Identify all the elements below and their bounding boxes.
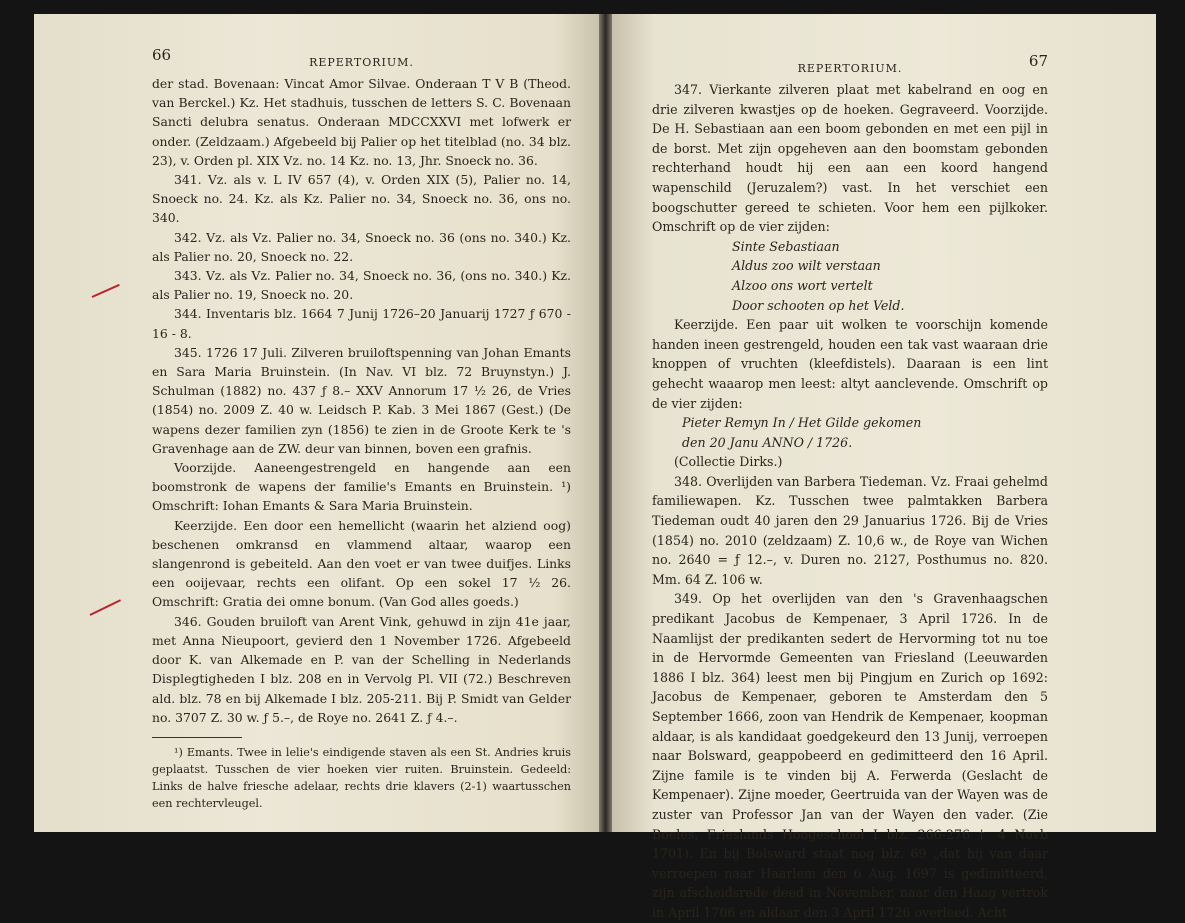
paragraph: 343. Vz. als Vz. Palier no. 34, Snoeck no. 36, (ons no. 340.) Kz. als Palier no. 19, Snoeck no. 20. [152, 268, 571, 303]
paragraph: 344. Inventaris blz. 1664 7 Junij 1726–20 Januarij 1727 ƒ 670 - 16 - 8. [152, 306, 571, 341]
left-page [34, 14, 599, 832]
pencil-mark [90, 599, 121, 616]
poem-line: Door schooten op het Veld. [732, 297, 905, 313]
left-page-body [152, 74, 571, 812]
paragraph: Keerzijde. Een door een hemellicht (waarin het alziend oog) beschenen omkransd en vlammend altaar, waarop een slangenrond is gebeiteld. Aan den voet er van twee duifjes. Links een ooijevaar, rechts een olifant. Op een sokel 17 ½ 26. Omschrift: Gratia dei omne bonum. (Van God alles goeds.) [152, 517, 571, 610]
poem-line: Sinte Sebastiaan [732, 238, 840, 254]
footnote-rule [152, 737, 242, 738]
paragraph: 349. Op het overlijden van den 's Gravenhaagschen predikant Jacobus de Kempenaer, 3 April 1726. In de Naamlijst der predikanten sedert de Hervorming tot nu toe in de Hervormde Gemeenten van Friesland (Leeuwarden 1886 I blz. 364) leest men bij Pingjum en Zurich op 1692: Jacobus de Kempenaer, geboren te Amsterdam den 5 September 1666, zoon van Hendrik de Kempenaer, koopman aldaar, is als kandidaat goedgekeurd den 13 Junij, verroepen naar Bolsward, geappobeerd en gedimitteerd den 16 April. Zijne famile is te vinden bij A. Ferwerda (Geslacht de Kempenaer). Zijne moeder, Geertruida van der Wayen was de zuster van Professor Jan van der Wayen den vader. (Zie Boeles, Frieslands Hoogeschool I blz. 266-276 † 4 Novb 1701). En bij Bolsward staat nog blz. 69 „dat hij van daar verroepen naar Haarlem den 6 Aug. 1697 is gedimitteerd, zijn afscheidsrede deed in November, naar den Haag vertrok in April 1706 en aldaar den 3 April 1726 overleed. Acht [652, 591, 1048, 920]
book-spread [34, 14, 1156, 920]
paragraph: 347. Vierkante zilveren plaat met kabelrand en oog en drie zilveren kwastjes op de hoeken. Gegraveerd. Voorzijde. De H. Sebastiaan aan een boom gebonden en met een pijl in de borst. Met zijn opgeheven aan den boomstam gebonden rechterhand houdt hij een aan een koord hangend wapenschild (Jeruzalem?) vast. In het verschiet een boogschutter gereed te schieten. Voor hem een pijlkoker. Omschrift op de vier zijden: [652, 82, 1048, 235]
footnote: ¹) Emants. Twee in lelie's eindigende staven als een St. Andries kruis geplaatst. Tusschen de vier hoeken vier ruiten. Bruinstein. Gedeeld: Links de halve friesche adelaar, rechts drie klavers (2-1) waartusschen een rechtervleugel. [152, 745, 571, 810]
right-page-header [652, 52, 1048, 80]
paragraph: Voorzijde. Aaneengestrengeld en hangende aan een boomstronk de wapens der familie's Emants en Bruinstein. ¹) Omschrift: Iohan Emants & Sara Maria Bruinstein. [152, 460, 571, 514]
paragraph: 346. Gouden bruiloft van Arent Vink, gehuwd in zijn 41e jaar, met Anna Nieupoort, gevierd den 1 November 1726. Afgebeeld door K. van Alkemade en P. van der Schelling in Nederlands Displegtigheden I blz. 208 en in Vervolg Pl. VII (72.) Beschreven ald. blz. 78 en bij Alkemade I blz. 205-211. Bij P. Smidt van Gelder no. 3707 Z. 30 w. ƒ 5.–, de Roye no. 2641 Z. ƒ 4.–. [152, 613, 571, 725]
right-page [612, 14, 1156, 920]
poem-line: Aldus zoo wilt verstaan [732, 258, 881, 274]
paragraph: 342. Vz. als Vz. Palier no. 34, Snoeck no. 36 (ons no. 340.) Kz. als Palier no. 20, Snoeck no. 22. [152, 229, 571, 264]
paragraph: 345. 1726 17 Juli. Zilveren bruiloftspenning van Johan Emants en Sara Maria Bruinstein. (In Nav. VI blz. 72 Bruynstyn.) J. Schulman (1882) no. 437 ƒ 8.– XXV Annorum 17 ½ 26, de Vries (1854) no. 2009 Z. 40 w. Leidsch P. Kab. 3 Mei 1867 (Gest.) (De wapens dezer familien zyn (1856) te zien in de Groote Kerk te 's Gravenhage aan de ZW. deur van binnen, boven een grafnis. [152, 344, 571, 456]
poem-line: Alzoo ons wort vertelt [732, 277, 873, 293]
paragraph: 341. Vz. als v. L IV 657 (4), v. Orden XIX (5), Palier no. 14, Snoeck no. 24. Kz. als Kz. Palier no. 34, Snoeck no. 36, ons no. 340. [152, 172, 571, 226]
running-head: REPERTORIUM. [309, 56, 414, 69]
left-page-header [152, 46, 571, 74]
page-number: 66 [152, 46, 172, 64]
right-page-body [652, 80, 1048, 923]
pencil-mark [92, 284, 120, 298]
paragraph: 348. Overlijden van Barbera Tiedeman. Vz. Fraai gehelmd familiewapen. Kz. Tusschen twee palmtakken Barbera Tiedeman oudt 40 jaren den 29 Januarius 1726. Bij de Vries (1854) no. 2010 (zeldzaam) Z. 10,6 w., de Roye van Wichen no. 2640 = ƒ 12.–, v. Duren no. 2127, Posthumus no. 820. Mm. 64 Z. 106 w. [652, 473, 1048, 587]
collection-note: (Collectie Dirks.) [674, 454, 783, 470]
paragraph: Keerzijde. Een paar uit wolken te voorschijn komende handen ineen gestrengeld, houden een tak vast waaraan drie knoppen of vruchten (kleefdistels). Daaraan is een lint gehecht waaarop men leest: altyt aanclevende. Omschrift op de vier zijden: [652, 317, 1048, 411]
page-number: 67 [1028, 52, 1048, 70]
motto-line: den 20 Janu ANNO / 1726. [682, 434, 853, 450]
book-gutter [599, 14, 612, 832]
paragraph: der stad. Bovenaan: Vincat Amor Silvae. Onderaan T V B (Theod. van Berckel.) Kz. Het stadhuis, tusschen de letters S. C. Bovenaan Sancti delubra senatus. Onderaan MDCCXXVI met lofwerk er onder. (Zeldzaam.) Afgebeeld bij Palier op het titelblad (no. 34 blz. 23), v. Orden pl. XIX Vz. no. 14 Kz. no. 13, Jhr. Snoeck no. 36. [152, 76, 571, 168]
running-head: REPERTORIUM. [797, 62, 903, 75]
motto-line: Pieter Remyn In / Het Gilde gekomen [682, 415, 922, 431]
